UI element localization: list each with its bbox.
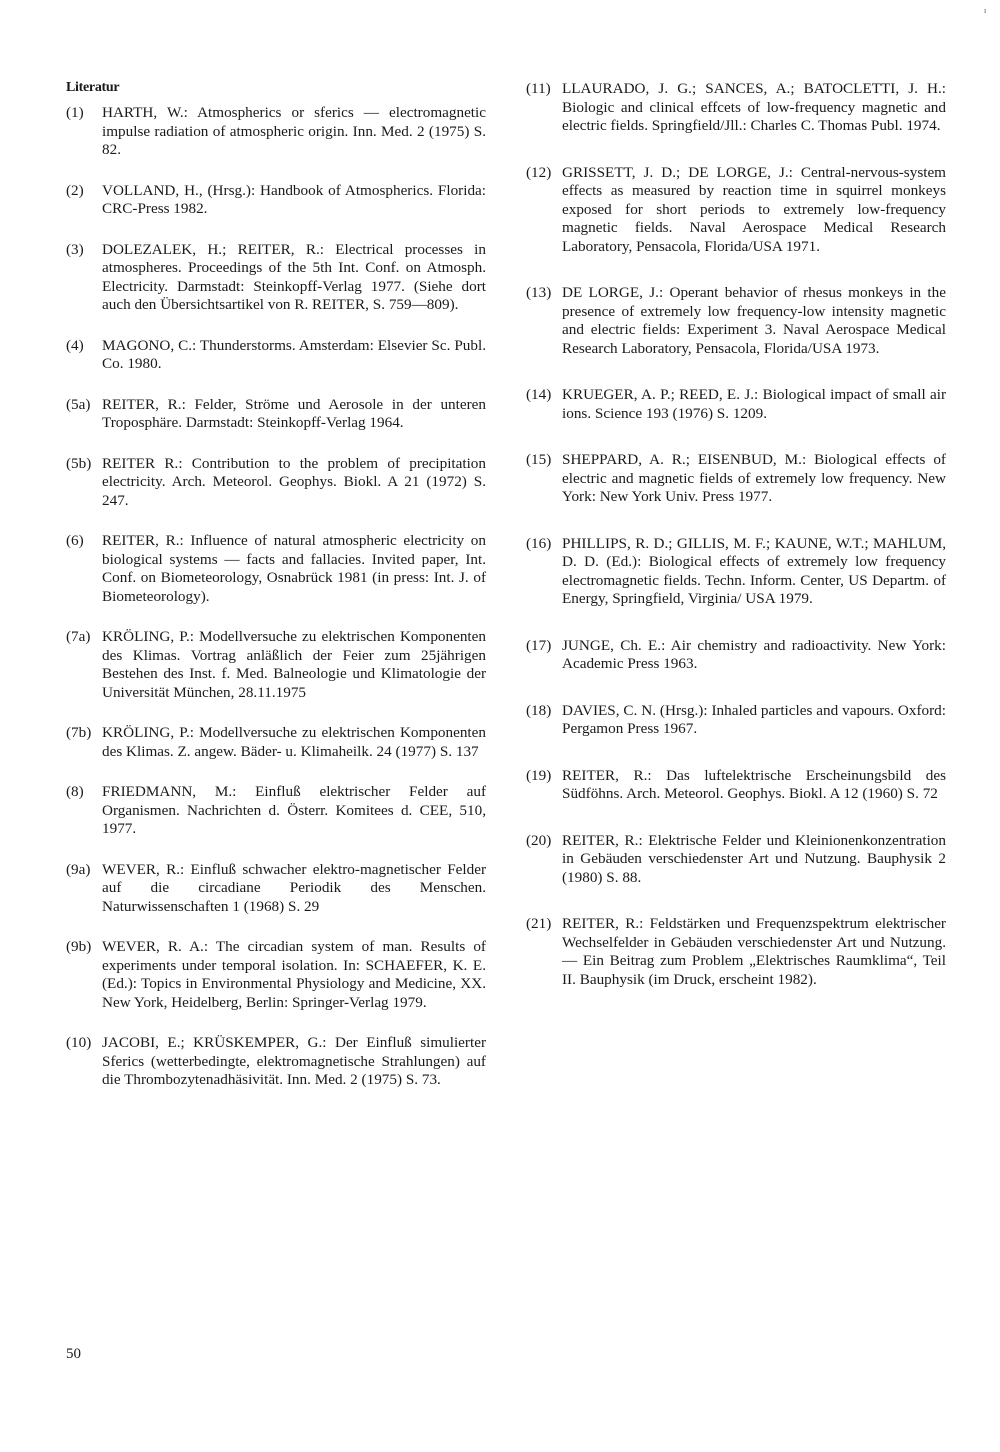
reference-number: (7a)	[66, 628, 91, 645]
reference-item	[66, 628, 486, 702]
reference-number: (9a)	[66, 860, 91, 878]
reference-text: JACOBI, E.; KRÜSKEMPER, G.: Der Einfluß simulierter Sferics (wetterbedingte, elektromagnetische Strahlungen) auf die Thrombozytenadhäsivität. Inn. Med. 2 (1975) S. 73.	[102, 1034, 486, 1088]
reference-text: FRIEDMANN, M.: Einfluß elektrischer Felder auf Organismen. Nachrichten d. Österr. Komitees d. CEE, 510, 1977.	[102, 783, 486, 837]
reference-item	[526, 80, 946, 136]
reference-item	[526, 451, 946, 507]
reference-column-left	[66, 104, 486, 1112]
reference-text: DAVIES, C. N. (Hrsg.): Inhaled particles and vapours. Oxford: Pergamon Press 1967.	[562, 701, 946, 737]
corner-mark: ı	[984, 6, 987, 15]
reference-text: REITER, R.: Influence of natural atmospheric electricity on biological systems — facts and fallacies. Invited paper, Int. Conf. on Biometeorology, Osnabrück 1981 (in press: Int. J. of Biometeorology).	[102, 532, 486, 605]
reference-item	[66, 1034, 486, 1090]
reference-text: REITER, R.: Feldstärken und Frequenzspektrum elektrischer Wechselfelder in Gebäuden verschiedenster Art und Nutzung. — Ein Beitrag zum Problem „Elektrisches Raumklima“, Teil II. Bauphysik (im Druck, erscheint 1982).	[562, 915, 946, 988]
reference-item	[526, 535, 946, 609]
reference-text: KRÖLING, P.: Modellversuche zu elektrischen Komponenten des Klimas. Z. angew. Bäder- u. Klimaheilk. 24 (1977) S. 137	[102, 724, 486, 760]
reference-text: SHEPPARD, A. R.; EISENBUD, M.: Biological effects of electric and magnetic fields of extremely low frequency. New York: New York Univ. Press 1977.	[562, 451, 946, 505]
reference-number: (13)	[526, 284, 552, 301]
reference-number: (7b)	[66, 724, 92, 741]
reference-text: DE LORGE, J.: Operant behavior of rhesus monkeys in the presence of extremely low frequency-low intensity magnetic and electric fields: Experiment 3. Naval Aerospace Medical Research Laboratory, Pensacola, Florida/USA 1973.	[562, 284, 946, 357]
reference-item	[526, 284, 946, 358]
reference-number: (10)	[66, 1034, 92, 1051]
reference-number: (20)	[526, 831, 552, 849]
reference-text: MAGONO, C.: Thunderstorms. Amsterdam: Elsevier Sc. Publ. Co. 1980.	[102, 336, 486, 372]
reference-text: KRÖLING, P.: Modellversuche zu elektrischen Komponenten des Klimas. Vortrag anläßlich der Feier zum 25jährigen Bestehen des Inst. f. Med. Balneologie und Klimatologie der Universität München, 28.11.1975	[102, 628, 486, 701]
reference-number: (17)	[526, 636, 552, 654]
reference-item	[526, 164, 946, 257]
reference-number: (1)	[66, 104, 84, 121]
reference-number: (21)	[526, 915, 552, 932]
reference-item	[526, 832, 946, 888]
reference-item	[66, 724, 486, 761]
page-heading: Literatur	[66, 80, 120, 95]
reference-number: (9b)	[66, 938, 92, 955]
reference-item	[526, 915, 946, 989]
reference-text: REITER, R.: Felder, Ströme und Aerosole in der unteren Troposphäre. Darmstadt: Steinkopff-Verlag 1964.	[102, 395, 486, 431]
reference-number: (11)	[526, 80, 551, 97]
reference-item	[66, 861, 486, 917]
reference-item	[526, 386, 946, 423]
reference-number: (14)	[526, 386, 552, 403]
reference-column-right	[526, 80, 946, 1017]
reference-item	[66, 532, 486, 606]
reference-number: (4)	[66, 336, 84, 354]
page-number: 50	[66, 1346, 81, 1362]
reference-number: (16)	[526, 534, 552, 552]
reference-text: VOLLAND, H., (Hrsg.): Handbook of Atmospherics. Florida: CRC-Press 1982.	[102, 181, 486, 217]
reference-item	[526, 767, 946, 804]
reference-item	[66, 104, 486, 160]
reference-text: HARTH, W.: Atmospherics or sferics — electromagnetic impulse radiation of atmospheric origin. Inn. Med. 2 (1975) S. 82.	[102, 104, 486, 158]
reference-text: PHILLIPS, R. D.; GILLIS, M. F.; KAUNE, W.T.; MAHLUM, D. D. (Ed.): Biological effects of extremely low frequency electromagnetic fields. Techn. Inform. Center, US Departm. of Energy, Springfield, Virginia/ USA 1979.	[562, 534, 946, 607]
reference-text: JUNGE, Ch. E.: Air chemistry and radioactivity. New York: Academic Press 1963.	[562, 636, 946, 672]
reference-item	[526, 702, 946, 739]
reference-text: GRISSETT, J. D.; DE LORGE, J.: Central-nervous-system effects as measured by reaction time in squirrel monkeys exposed for short periods to extremely low-frequency magnetic fields. Naval Aerospace Medical Research Laboratory, Pensacola, Florida/USA 1971.	[562, 163, 946, 255]
reference-number: (5a)	[66, 395, 91, 413]
reference-text: REITER, R.: Elektrische Felder und Kleinionenkonzentration in Gebäuden verschiedenster Art und Nutzung. Bauphysik 2 (1980) S. 88.	[562, 831, 946, 886]
reference-text: DOLEZALEK, H.; REITER, R.: Electrical processes in atmospheres. Proceedings of the 5th Int. Conf. on Atmosph. Electricity. Darmstadt: Steinkopff-Verlag 1977. (Siehe dort auch den Übersichtsartikel von R. REITER, S. 759—809).	[102, 240, 486, 313]
reference-number: (8)	[66, 783, 84, 800]
reference-item	[66, 182, 486, 219]
reference-text: KRUEGER, A. P.; REED, E. J.: Biological impact of small air ions. Science 193 (1976) S. 1209.	[562, 386, 946, 422]
reference-number: (2)	[66, 181, 84, 199]
reference-text: REITER, R.: Das luftelektrische Erscheinungsbild des Südföhns. Arch. Meteorol. Geophys. Biokl. A 12 (1960) S. 72	[562, 766, 946, 802]
reference-number: (3)	[66, 240, 84, 258]
reference-text: WEVER, R. A.: The circadian system of man. Results of experiments under temporal isolation. In: SCHAEFER, K. E. (Ed.): Topics in Environmental Physiology and Medicine, XX. New York, Heidelberg, Berlin: Springer-Verlag 1979.	[102, 938, 486, 1011]
reference-number: (12)	[526, 163, 552, 181]
reference-item	[66, 783, 486, 839]
reference-number: (19)	[526, 766, 552, 784]
reference-item	[66, 241, 486, 315]
reference-text: WEVER, R.: Einfluß schwacher elektro-magnetischer Felder auf die circadiane Periodik des Menschen. Naturwissenschaften 1 (1968) S. 29	[102, 860, 486, 915]
reference-item	[66, 396, 486, 433]
reference-item	[66, 938, 486, 1012]
reference-item	[66, 455, 486, 511]
reference-text: LLAURADO, J. G.; SANCES, A.; BATOCLETTI, J. H.: Biologic and clinical effcets of low-frequency magnetic and electric fields. Springfield/Jll.: Charles C. Thomas Publ. 1974.	[562, 80, 946, 134]
reference-item	[66, 337, 486, 374]
reference-item	[526, 637, 946, 674]
reference-number: (15)	[526, 451, 552, 468]
reference-number: (6)	[66, 532, 84, 549]
reference-number: (18)	[526, 701, 552, 719]
reference-text: REITER R.: Contribution to the problem of precipitation electricity. Arch. Meteorol. Geophys. Biokl. A 21 (1972) S. 247.	[102, 454, 486, 509]
reference-number: (5b)	[66, 454, 92, 472]
